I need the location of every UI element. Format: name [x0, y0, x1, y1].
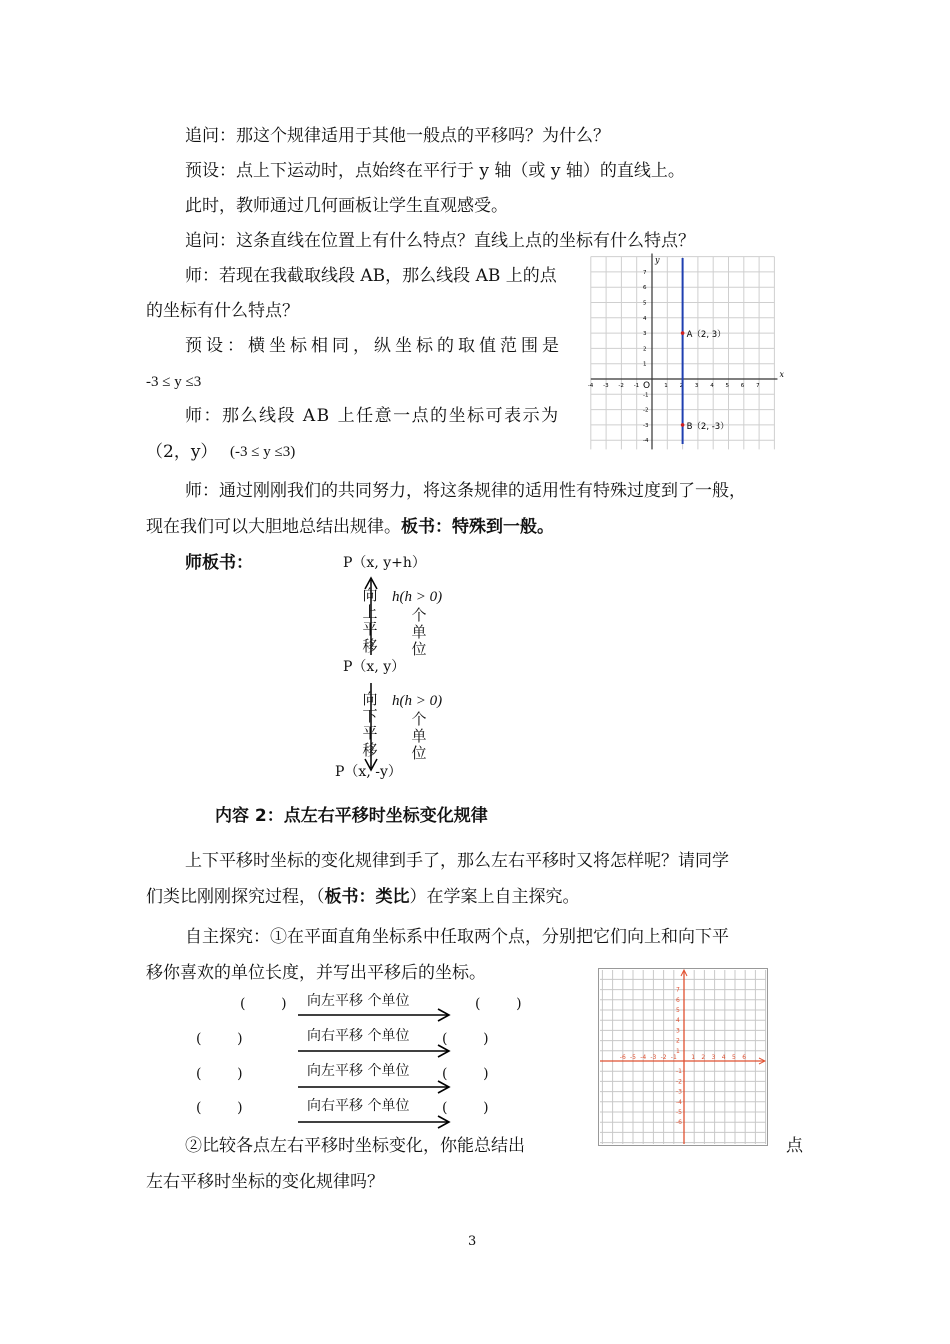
x-tick-label: -1: [633, 383, 640, 389]
origin-label: O: [643, 381, 651, 391]
x-tick-label: -4: [640, 1054, 647, 1061]
x-tick-label: 2: [679, 383, 684, 389]
blank-right: ( ): [442, 1066, 489, 1082]
unit-label-down: 个单位: [411, 710, 427, 762]
x-tick-label: 3: [694, 383, 699, 389]
blank-right: ( ): [442, 1100, 489, 1116]
page-number: 3: [468, 1234, 477, 1249]
y-tick-label: -5: [676, 1109, 682, 1116]
y-tick-label: -1: [676, 1068, 682, 1076]
y-tick-label: 7: [676, 986, 680, 994]
text-line: 追问：那这个规律适用于其他一般点的平移吗？为什么？: [185, 126, 610, 146]
y-tick-label: 4: [643, 315, 647, 322]
x-tick-label: -6: [619, 1054, 626, 1061]
condition-down: h(h > 0): [392, 693, 443, 709]
text-line: [146, 515, 554, 539]
section-heading: 内容 2：点左右平移时坐标变化规律: [215, 806, 488, 826]
text-line: 移你喜欢的单位长度，并写出平移后的坐标。: [146, 963, 486, 983]
y-tick-label: -6: [676, 1119, 682, 1127]
text-line: 师：那么线段 AB 上任意一点的坐标可表示为: [185, 406, 560, 426]
inequality: -3 ≤ y ≤3: [146, 374, 202, 390]
y-tick-label: -4: [676, 1098, 682, 1106]
down-label: 向下平移: [362, 690, 378, 759]
text-line: 预设：点上下运动时，点始终在平行于 y 轴（或 y 轴）的直线上。: [185, 161, 685, 181]
y-tick-label: 4: [676, 1017, 680, 1025]
y-axis-label: y: [655, 255, 660, 265]
x-tick-label: 6: [742, 1054, 747, 1061]
blank-right: ( ): [475, 996, 522, 1012]
y-tick-label: -3: [676, 1088, 682, 1096]
y-tick-label: 5: [676, 1007, 680, 1014]
arrow-label: 向右平移 个单位: [307, 1098, 410, 1114]
blank-left: ( ): [196, 1066, 243, 1082]
text-line: 此时，教师通过几何画板让学生直观感受。: [185, 196, 508, 216]
board-note: 板书：类比: [324, 887, 410, 907]
text-line: 左右平移时坐标的变化规律吗？: [146, 1172, 384, 1192]
text-line: 点: [786, 1136, 803, 1156]
blank-left: ( ): [240, 996, 287, 1012]
arrow-label: 向左平移 个单位: [307, 1063, 410, 1079]
blank-right: ( ): [442, 1031, 489, 1047]
figure-coordinate-grid: [598, 968, 768, 1146]
point-b-label: B（2, -3）: [686, 421, 729, 432]
y-tick-label: 7: [643, 269, 647, 276]
x-tick-label: -4: [587, 383, 594, 389]
text-line: 预设：横坐标相同，纵坐标的取值范围是: [185, 336, 563, 356]
text-line: （2，y）: [146, 442, 218, 462]
x-tick-label: 1: [664, 383, 668, 389]
y-tick-label: 1: [643, 361, 647, 368]
text-line: 师：若现在我截取线段 AB，那么线段 AB 上的点: [185, 266, 557, 286]
x-tick-label: 6: [740, 383, 745, 389]
board-note: 板书：特殊到一般。: [401, 517, 554, 537]
point-a: [681, 331, 685, 335]
point-a-label: A（2, 3）: [686, 330, 726, 341]
y-tick-label: -2: [676, 1078, 682, 1086]
condition-up: h(h > 0): [392, 589, 443, 605]
x-tick-label: 5: [725, 383, 729, 389]
x-axis-label: x: [779, 370, 784, 379]
x-tick-label: 3: [711, 1054, 716, 1061]
x-tick-label: 2: [701, 1054, 706, 1061]
y-tick-label: 2: [676, 1037, 680, 1045]
y-tick-label: 6: [643, 285, 647, 292]
y-tick-label: 5: [643, 300, 647, 307]
y-tick-label: -1: [643, 392, 649, 399]
x-tick-label: -3: [603, 383, 609, 389]
text-span: 现在我们可以大胆地总结出规律。: [146, 517, 401, 537]
text-line: 追问：这条直线在位置上有什么特点？直线上点的坐标有什么特点？: [185, 231, 695, 251]
x-tick-label: -2: [660, 1054, 667, 1061]
board-top-point: P（x, y+h）: [343, 555, 426, 571]
board-label: 师板书：: [185, 553, 253, 573]
unit-label-up: 个单位: [411, 606, 427, 658]
blank-left: ( ): [196, 1031, 243, 1047]
inequality: (-3 ≤ y ≤3): [230, 444, 296, 460]
text-span: 们类比刚刚探究过程，（: [146, 887, 325, 907]
y-tick-label: -2: [643, 407, 649, 414]
board-bottom-point: P（x, -y）: [335, 764, 402, 780]
x-tick-label: -1: [670, 1054, 677, 1061]
x-tick-label: -3: [650, 1054, 657, 1061]
arrow-label: 向右平移 个单位: [307, 1028, 410, 1044]
text-span: ）在学案上自主探究。: [409, 887, 580, 907]
y-tick-label: 2: [643, 346, 647, 353]
arrow-label: 向左平移 个单位: [307, 993, 410, 1009]
text-line: 上下平移时坐标的变化规律到手了，那么左右平移时又将怎样呢？请同学: [185, 851, 729, 871]
text-line: [146, 885, 580, 909]
text-line: 自主探究：①在平面直角坐标系中任取两个点，分别把它们向上和向下平: [185, 927, 729, 947]
y-tick-label: -3: [643, 422, 649, 429]
board-mid-point: P（x, y）: [343, 659, 406, 675]
up-label: 向上平移: [362, 586, 378, 655]
point-b: [681, 423, 685, 427]
x-tick-label: -5: [630, 1054, 636, 1061]
text-line: 师：通过刚刚我们的共同努力，将这条规律的适用性有特殊过度到了一般，: [185, 481, 746, 501]
y-tick-label: 3: [643, 331, 647, 338]
blank-left: ( ): [196, 1100, 243, 1116]
text-line: 的坐标有什么特点？: [146, 301, 299, 321]
x-tick-label: 1: [691, 1054, 696, 1061]
x-tick-label: -2: [618, 383, 624, 389]
x-tick-label: 5: [732, 1054, 736, 1061]
figure-coordinate-line: [587, 255, 784, 446]
text-line: ②比较各点左右平移时坐标变化，你能总结出: [185, 1136, 525, 1156]
y-tick-label: 3: [676, 1027, 680, 1035]
x-tick-label: 4: [710, 383, 714, 389]
y-tick-label: 1: [676, 1047, 680, 1055]
y-tick-label: -4: [643, 438, 649, 445]
x-tick-label: 7: [756, 383, 760, 389]
x-tick-label: 4: [721, 1054, 726, 1061]
y-tick-label: 6: [676, 996, 680, 1004]
